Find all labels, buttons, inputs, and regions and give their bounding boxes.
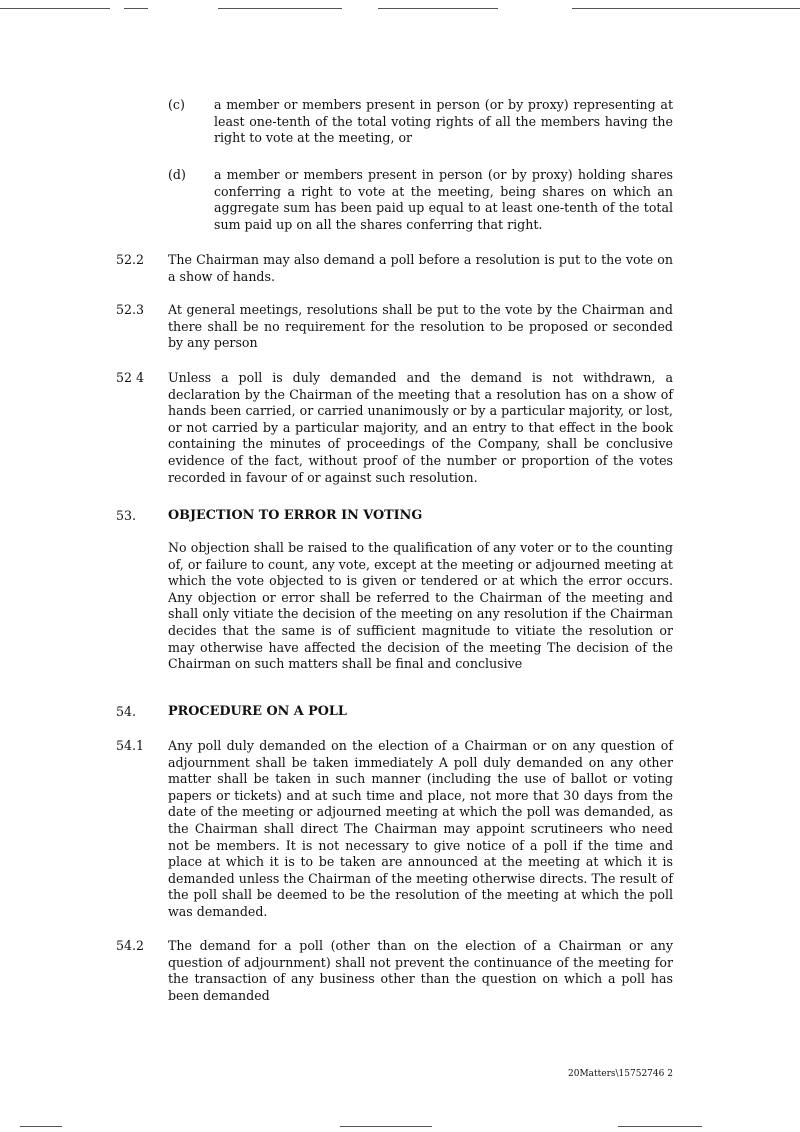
clause-number: 52 4 <box>116 370 145 385</box>
item-text: a member or members present in person (or by proxy) representing at least one-tenth of the total voting rights of all the members having the right to vote at the meeting, or <box>214 97 673 146</box>
bottom-rule <box>20 1126 62 1127</box>
item-label: (d) <box>168 167 186 182</box>
clause-text: At general meetings, resolutions shall be put to the vote by the Chairman and there shall be no requirement for the resolution to be proposed or seconded by any person <box>168 302 673 351</box>
clause-text: The demand for a poll (other than on the election of a Chairman or any question of adjournment) shall not prevent the continuance of the meeting for the transaction of any business other than the question on which a poll has been demanded <box>168 938 673 1003</box>
item-label: (c) <box>168 97 185 112</box>
clause-number: 54.1 <box>116 738 145 753</box>
clause-text: Unless a poll is duly demanded and the demand is not withdrawn, a declaration by the Chairman of the meeting that a resolution has on a show of hands been carried, or carried unanimously or by a particular majority, or lost, or not carried by a particular majority, and an entry to that effect in the book containing the minutes of proceedings of the Company, shall be conclusive evidence of the fact, without proof of the number or proportion of the votes recorded in favour of or against such resolution. <box>168 370 673 485</box>
section-heading: OBJECTION TO ERROR IN VOTING <box>168 508 423 523</box>
bottom-rule <box>340 1126 432 1127</box>
document-reference: 20Matters\15752746 2 <box>568 1069 673 1079</box>
section-text: No objection shall be raised to the qualification of any voter or to the counting of, or failure to count, any vote, except at the meeting or adjourned meeting at which the vote objected to is given or tendered or at which the error occurs. Any objection or error shall be referred to the Chairman of the meeting and shall only vitiate the decision of the meeting on any resolution if the Chairman decides that the same is of sufficient magnitude to vitiate the resolution or may otherwise have affected the decision of the meeting The decision of the Chairman on such matters shall be final and conclusive <box>168 540 673 672</box>
section-number: 53. <box>116 508 137 523</box>
clause-number: 52.3 <box>116 302 145 317</box>
top-rule <box>124 8 148 9</box>
clause-number: 54.2 <box>116 938 145 953</box>
top-rule <box>378 8 498 9</box>
top-rule <box>0 8 110 9</box>
clause-text: Any poll duly demanded on the election of a Chairman or on any question of adjournment shall be taken immediately A poll duly demanded on any other matter shall be taken in such manner (including the use of ballot or voting papers or tickets) and at such time and place, not more that 30 days from the date of the meeting or adjourned meeting at which the poll was demanded, as the Chairman shall direct The Chairman may appoint scrutineers who need not be members. It is not necessary to give notice of a poll if the time and place at which it is to be taken are announced at the meeting at which it is demanded unless the Chairman of the meeting otherwise directs. The result of the poll shall be deemed to be the resolution of the meeting at which the poll was demanded. <box>168 738 673 919</box>
top-rule <box>218 8 342 9</box>
clause-text: The Chairman may also demand a poll before a resolution is put to the vote on a show of hands. <box>168 252 673 284</box>
clause-number: 52.2 <box>116 252 145 267</box>
section-heading: PROCEDURE ON A POLL <box>168 704 347 719</box>
item-text: a member or members present in person (or by proxy) holding shares conferring a right to vote at the meeting, being shares on which an aggregate sum has been paid up equal to at least one-tenth of the total sum paid up on all the shares conferring that right. <box>214 167 673 232</box>
top-rule <box>572 8 800 9</box>
bottom-rule <box>618 1126 702 1127</box>
section-number: 54. <box>116 704 137 719</box>
